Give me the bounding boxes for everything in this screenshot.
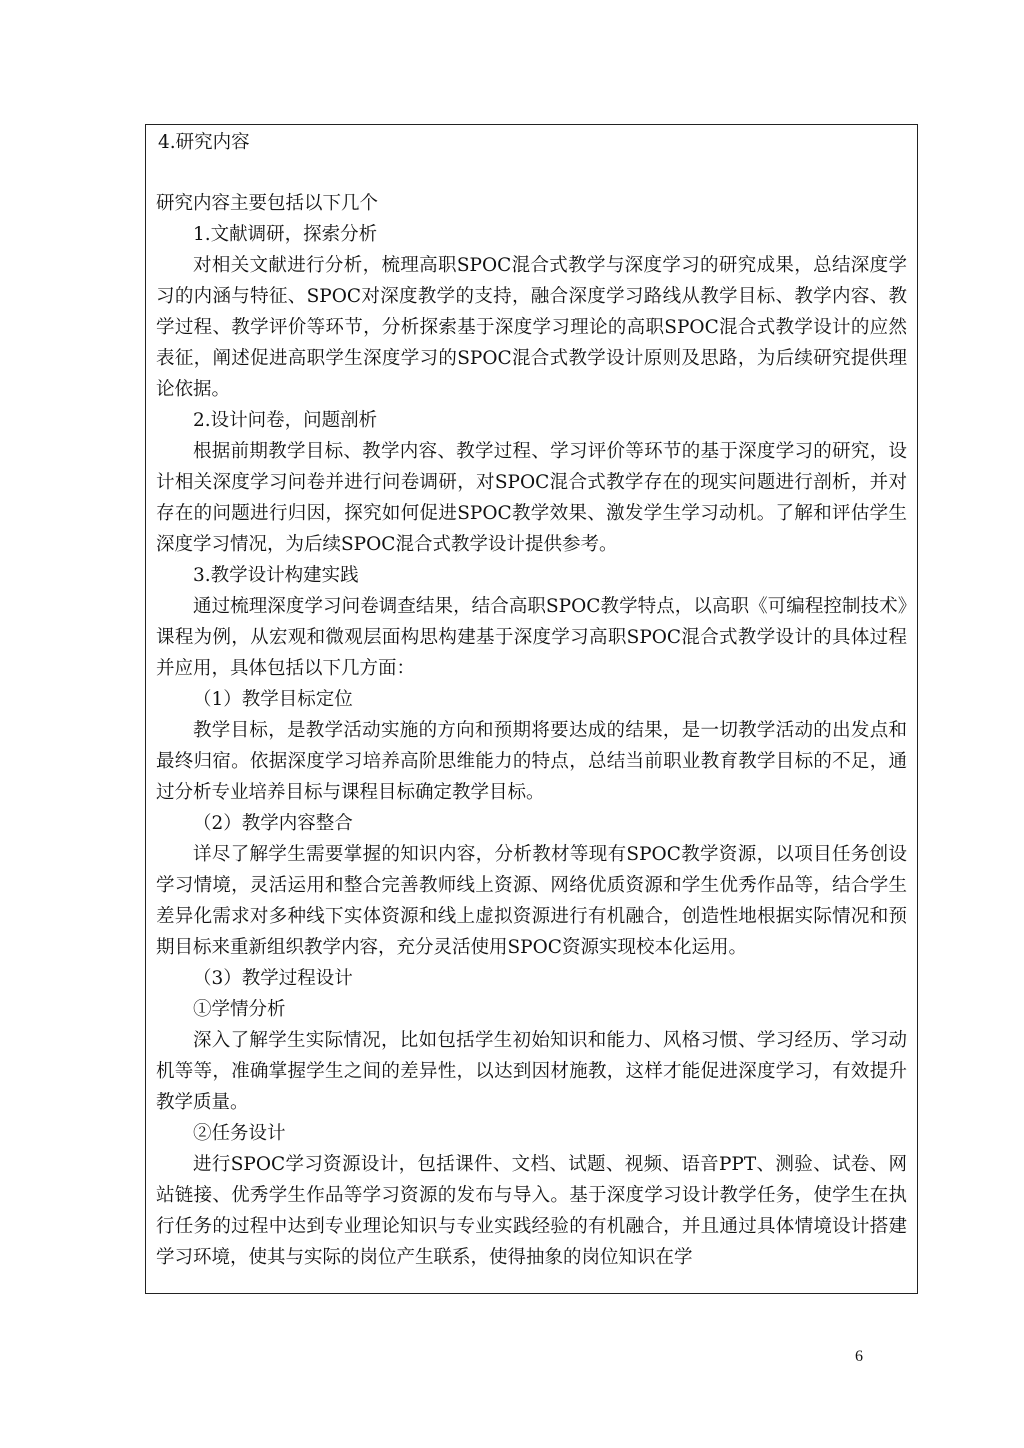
subheading-questionnaire: 2.设计问卷，问题剖析 xyxy=(193,410,378,431)
subheading-content-integration: （2）教学内容整合 xyxy=(193,813,353,834)
page-number: 6 xyxy=(855,1348,863,1365)
paragraph-questionnaire: 根据前期教学目标、教学内容、教学过程、学习评价等环节的基于深度学习的研究，设计相关深度学习问卷并进行问卷调研，对SPOC混合式教学存在的现实问题进行剖析，并对存在的问题进行归因，探究如何促进SPOC教学效果、激发学生学习动机。了解和评估学生深度学习情况，为后续SPOC混合式教学设计提供参考。 xyxy=(156,441,907,555)
paragraph-teaching-design: 通过梳理深度学习问卷调查结果，结合高职SPOC教学特点，以高职《可编程控制技术》课程为例，从宏观和微观层面构思构建基于深度学习高职SPOC混合式教学设计的具体过程并应用，具体包括以下几方面： xyxy=(156,596,907,679)
paragraph-content-integration: 详尽了解学生需要掌握的知识内容，分析教材等现有SPOC教学资源，以项目任务创设学习情境，灵活运用和整合完善教师线上资源、网络优质资源和学生优秀作品等，结合学生差异化需求对多种线下实体资源和线上虚拟资源进行有机融合，创造性地根据实际情况和预期目标来重新组织教学内容，充分灵活使用SPOC资源实现校本化运用。 xyxy=(156,844,907,958)
intro-line: 研究内容主要包括以下几个 xyxy=(156,193,379,214)
research-content-body xyxy=(146,125,917,1273)
subheading-teaching-design: 3.教学设计构建实践 xyxy=(193,565,359,586)
subheading-learner-analysis: ①学情分析 xyxy=(193,999,286,1020)
paragraph-task-design: 进行SPOC学习资源设计，包括课件、文档、试题、视频、语音PPT、测验、试卷、网站链接、优秀学生作品等学习资源的发布与导入。基于深度学习设计教学任务，使学生在执行任务的过程中达到专业理论知识与专业实践经验的有机融合，并且通过具体情境设计搭建学习环境，使其与实际的岗位产生联系，使得抽象的岗位知识在学 xyxy=(156,1154,907,1268)
subheading-process-design: （3）教学过程设计 xyxy=(193,968,353,989)
content-table-cell xyxy=(145,124,918,1294)
paragraph-teaching-goals: 教学目标，是教学活动实施的方向和预期将要达成的结果，是一切教学活动的出发点和最终归宿。依据深度学习培养高阶思维能力的特点，总结当前职业教育教学目标的不足，通过分析专业培养目标与课程目标确定教学目标。 xyxy=(156,720,907,803)
subheading-task-design: ②任务设计 xyxy=(193,1123,286,1144)
paragraph-literature-review: 对相关文献进行分析，梳理高职SPOC混合式教学与深度学习的研究成果，总结深度学习的内涵与特征、SPOC对深度教学的支持，融合深度学习路线从教学目标、教学内容、教学过程、教学评价等环节，分析探索基于深度学习理论的高职SPOC混合式教学设计的应然表征，阐述促进高职学生深度学习的SPOC混合式教学设计原则及思路，为后续研究提供理论依据。 xyxy=(156,255,907,400)
section-title: 4.研究内容 xyxy=(158,132,250,153)
subheading-teaching-goals: （1）教学目标定位 xyxy=(193,689,353,710)
subheading-literature-review: 1.文献调研，探索分析 xyxy=(193,224,378,245)
paragraph-learner-analysis: 深入了解学生实际情况，比如包括学生初始知识和能力、风格习惯、学习经历、学习动机等等，准确掌握学生之间的差异性，以达到因材施教，这样才能促进深度学习，有效提升教学质量。 xyxy=(156,1030,907,1113)
